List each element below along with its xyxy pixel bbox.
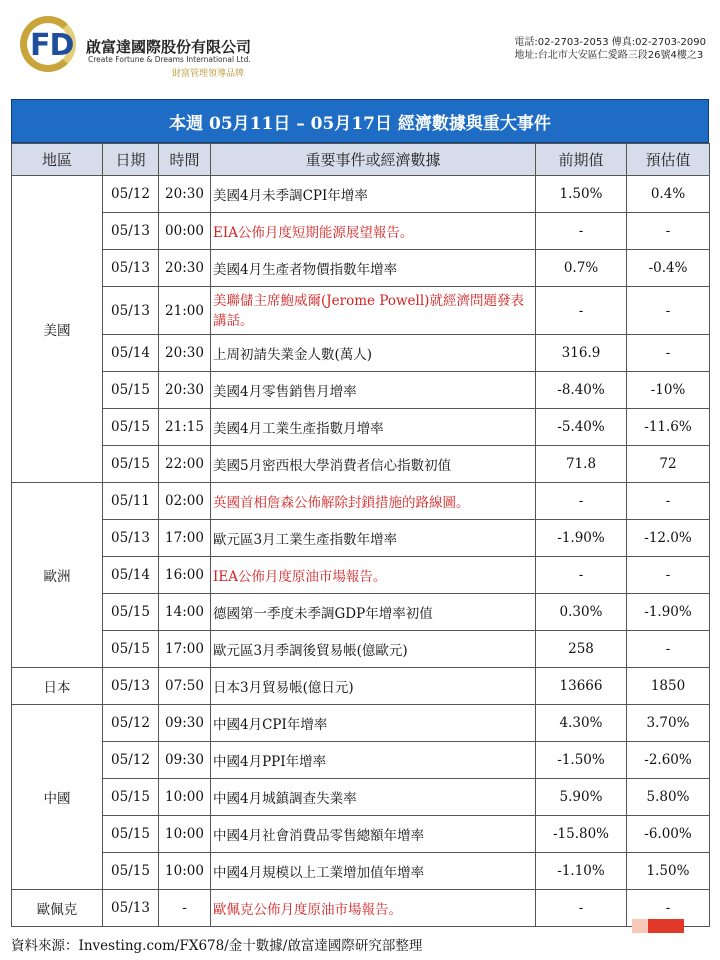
previous-value-cell: - [536,213,627,250]
table-title: 本週 05月11日 – 05月17日 經濟數據與重大事件 [11,99,709,143]
time-cell: 20:30 [159,372,211,409]
date-cell: 05/15 [103,779,159,816]
time-cell: 16:00 [159,557,211,594]
previous-value-cell: -1.90% [536,520,627,557]
column-header-event: 重要事件或經濟數據 [211,144,536,176]
previous-value-cell: -1.50% [536,742,627,779]
date-cell: 05/13 [103,890,159,927]
date-cell: 05/12 [103,742,159,779]
time-cell: 20:30 [159,335,211,372]
event-cell: 美國4月零售銷售月增率 [211,372,536,409]
forecast-value-cell: -2.60% [627,742,710,779]
date-cell: 05/12 [103,176,159,213]
event-cell: 歐元區3月工業生產指數年增率 [211,520,536,557]
events-table-body [12,176,710,927]
time-cell: 21:15 [159,409,211,446]
table-row [12,594,710,631]
forecast-value-cell: - [627,557,710,594]
previous-value-cell: 13666 [536,668,627,705]
table-row [12,705,710,742]
previous-value-cell: 5.90% [536,779,627,816]
forecast-value-cell: -12.0% [627,520,710,557]
previous-value-cell: -1.10% [536,853,627,890]
forecast-value-cell: 5.80% [627,779,710,816]
column-header-forecast: 預估值 [627,144,710,176]
date-cell: 05/15 [103,409,159,446]
time-cell: 02:00 [159,483,211,520]
region-cell: 中國 [12,705,103,890]
date-cell: 05/15 [103,853,159,890]
forecast-value-cell: 1850 [627,668,710,705]
date-cell: 05/14 [103,557,159,594]
date-cell: 05/13 [103,250,159,287]
forecast-value-cell: - [627,335,710,372]
event-cell: 日本3月貿易帳(億日元) [211,668,536,705]
time-cell: 10:00 [159,853,211,890]
table-header-row [12,144,710,176]
forecast-value-cell: -11.6% [627,409,710,446]
table-row [12,557,710,594]
table-row [12,520,710,557]
column-header-previous: 前期值 [536,144,627,176]
time-cell: 17:00 [159,520,211,557]
event-cell: 美國4月工業生產指數月增率 [211,409,536,446]
event-cell: 中國4月城鎮調查失業率 [211,779,536,816]
contact-info [514,36,706,62]
table-row [12,742,710,779]
previous-value-cell: - [536,890,627,927]
events-table [11,143,710,927]
table-row [12,779,710,816]
forecast-value-cell: - [627,631,710,668]
date-cell: 05/13 [103,213,159,250]
contact-address: 地址:台北市大安區仁愛路三段26號4樓之3 [514,50,704,61]
previous-value-cell: 4.30% [536,705,627,742]
table-row [12,409,710,446]
time-cell: 21:00 [159,287,211,335]
time-cell: 10:00 [159,779,211,816]
region-cell: 歐佩克 [12,890,103,927]
date-cell: 05/15 [103,816,159,853]
previous-value-cell: -5.40% [536,409,627,446]
event-cell: 上周初請失業金人數(萬人) [211,335,536,372]
table-row [12,446,710,483]
previous-value-cell: -8.40% [536,372,627,409]
previous-value-cell: 0.7% [536,250,627,287]
time-cell: 07:50 [159,668,211,705]
forecast-value-cell: 0.4% [627,176,710,213]
previous-value-cell: 0.30% [536,594,627,631]
forecast-value-cell: - [627,213,710,250]
forecast-value-cell: -10% [627,372,710,409]
time-cell: 00:00 [159,213,211,250]
event-cell: 中國4月PPI年增率 [211,742,536,779]
date-cell: 05/13 [103,520,159,557]
region-cell: 歐洲 [12,483,103,668]
date-cell: 05/11 [103,483,159,520]
date-cell: 05/14 [103,335,159,372]
table-row [12,287,710,335]
previous-value-cell: -15.80% [536,816,627,853]
forecast-value-cell: 72 [627,446,710,483]
page-header [0,0,720,92]
forecast-value-cell: - [627,483,710,520]
date-cell: 05/15 [103,446,159,483]
previous-value-cell: 258 [536,631,627,668]
table-row [12,213,710,250]
time-cell: 14:00 [159,594,211,631]
region-cell: 美國 [12,176,103,483]
previous-value-cell: - [536,557,627,594]
event-cell: 英國首相詹森公佈解除封鎖措施的路線圖。 [211,483,536,520]
event-cell: 中國4月規模以上工業增加值年增率 [211,853,536,890]
table-row [12,816,710,853]
event-cell: 美國5月密西根大學消費者信心指數初值 [211,446,536,483]
forecast-value-cell: -1.90% [627,594,710,631]
event-cell: 歐元區3月季調後貿易帳(億歐元) [211,631,536,668]
forecast-value-cell: 3.70% [627,705,710,742]
time-cell: 09:30 [159,705,211,742]
event-cell: 美國4月未季調CPI年增率 [211,176,536,213]
table-row [12,483,710,520]
time-cell: - [159,890,211,927]
date-cell: 05/13 [103,668,159,705]
time-cell: 10:00 [159,816,211,853]
table-row [12,853,710,890]
previous-value-cell: - [536,287,627,335]
table-row [12,890,710,927]
column-header-date: 日期 [103,144,159,176]
forecast-value-cell: -0.4% [627,250,710,287]
table-row [12,631,710,668]
date-cell: 05/15 [103,631,159,668]
time-cell: 09:30 [159,742,211,779]
table-row [12,372,710,409]
event-cell: 美聯儲主席鮑威爾(Jerome Powell)就經濟問題發表講話。 [211,287,536,335]
forecast-value-cell: 1.50% [627,853,710,890]
previous-value-cell: 1.50% [536,176,627,213]
date-cell: 05/15 [103,372,159,409]
time-cell: 17:00 [159,631,211,668]
previous-value-cell: - [536,483,627,520]
table-row [12,335,710,372]
time-cell: 20:30 [159,176,211,213]
company-name-english: Create Fortune & Dreams International Ltd. [88,55,251,64]
table-row [12,668,710,705]
event-cell: 美國4月生產者物價指數年增率 [211,250,536,287]
previous-value-cell: 316.9 [536,335,627,372]
decorative-corner-mark [632,919,684,933]
event-cell: 德國第一季度未季調GDP年增率初值 [211,594,536,631]
decorative-block-light [632,919,648,933]
forecast-value-cell: - [627,890,710,927]
date-cell: 05/12 [103,705,159,742]
event-cell: 歐佩克公佈月度原油市場報告。 [211,890,536,927]
previous-value-cell: 71.8 [536,446,627,483]
company-slogan: 財富管理領導品牌 [172,69,245,79]
region-cell: 日本 [12,668,103,705]
date-cell: 05/15 [103,594,159,631]
event-cell: 中國4月CPI年增率 [211,705,536,742]
events-table-container [11,99,709,927]
event-cell: EIA公佈月度短期能源展望報告。 [211,213,536,250]
table-row [12,250,710,287]
time-cell: 22:00 [159,446,211,483]
event-cell: IEA公佈月度原油市場報告。 [211,557,536,594]
contact-phone: 電話:02-2703-2053 傳真:02-2703-2090 [514,37,706,48]
column-header-time: 時間 [159,144,211,176]
date-cell: 05/13 [103,287,159,335]
company-name-chinese: 啟富達國際股份有限公司 [86,38,252,56]
decorative-block-red [648,919,684,933]
company-logo: FD [30,28,74,63]
table-row [12,176,710,213]
time-cell: 20:30 [159,250,211,287]
column-header-region: 地區 [12,144,103,176]
event-cell: 中國4月社會消費品零售總額年增率 [211,816,536,853]
forecast-value-cell: -6.00% [627,816,710,853]
forecast-value-cell: - [627,287,710,335]
source-note: 資料來源：Investing.com/FX678/金十數據/啟富達國際研究部整理 [11,938,423,954]
